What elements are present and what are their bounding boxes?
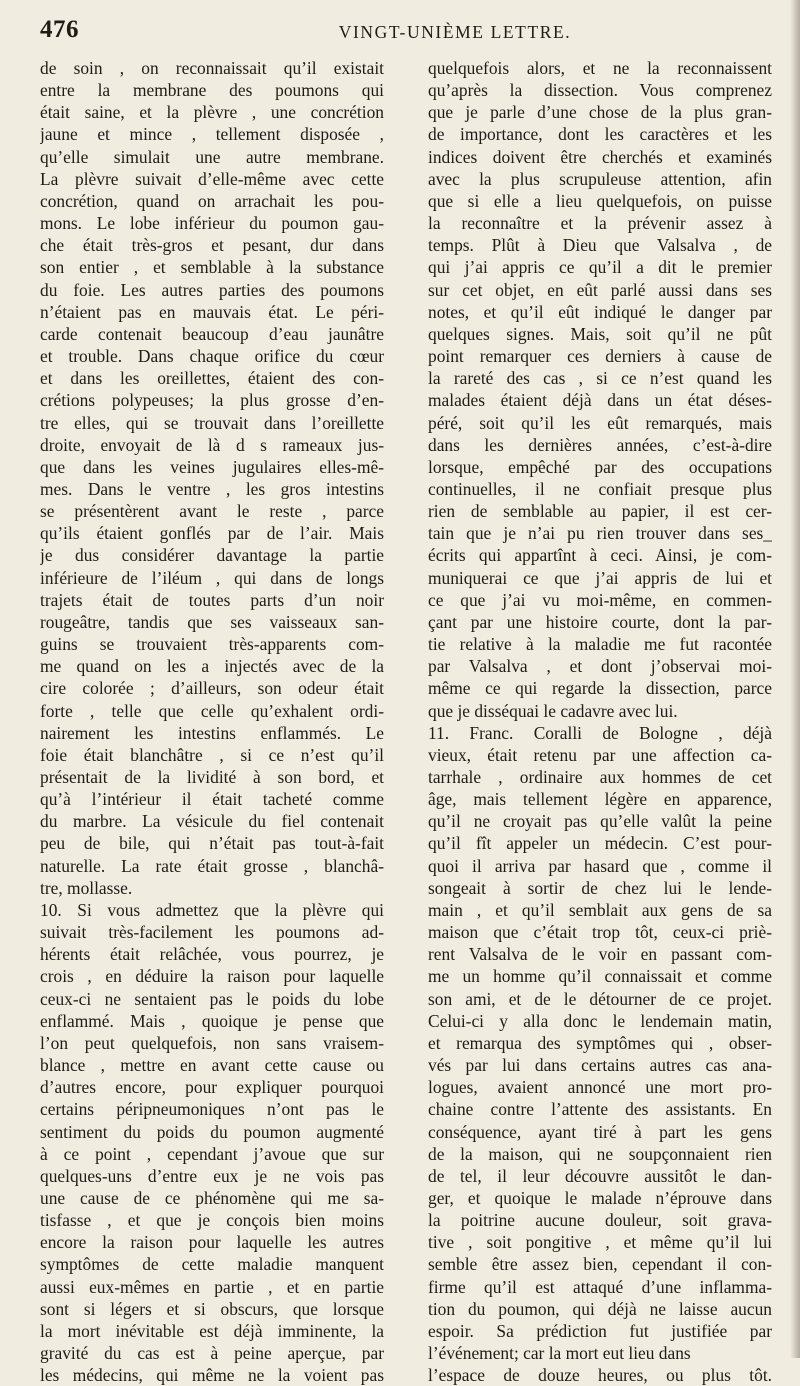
text-line: encore la raison pour laquelle les autres [40,1232,384,1253]
text-line: jaune et mince , tellement disposée , [40,124,384,145]
text-line: que dans les veines jugulaires elles-mê- [40,456,384,477]
text-line: temps. Plût à Dieu que Valsalva , de [428,235,772,256]
text-line: crois , en déduire la raison pour laquelle [40,966,384,987]
page-edge-shadow [790,0,800,1358]
text-line: tarrhale , ordinaire aux hommes de cet [428,767,772,787]
text-line: entre la membrane des poumons qui [40,80,384,101]
text-line: qu’ils étaient gonflés par de l’air. Mais [40,523,384,544]
text-line: peu de bile, qui n’était pas tout-à-fait [40,833,384,854]
text-line: la poitrine aucune douleur, soit grava- [428,1210,772,1231]
text-line: me un homme qu’il connaissait et comme [428,966,772,987]
text-line: trajets était de toutes parts d’un noir [40,589,384,610]
text-line: nairement les intestins enflammés. Le [40,722,384,743]
text-line: à ce point , cependant j’avoue que sur [40,1143,384,1164]
text-line: de tel, il leur découvre aussitôt le dan- [428,1165,772,1186]
text-line: notes, et qu’il eût indiqué le danger par [428,301,772,322]
text-line: lorsque, empêché par des occupations [428,456,772,477]
text-line: chaine contre l’attente des assistants. En [428,1099,772,1120]
text-line: La plèvre suivait d’elle-même avec cette [40,168,384,189]
text-line: rougeâtre, tandis que ses vaisseaux san- [40,611,384,632]
left-text-column [40,57,384,1386]
text-line: che était très-gros et pesant, dur dans [40,235,384,256]
text-line: tion du poumon, qui déjà ne laisse aucun [428,1298,772,1319]
text-line: qu’il fît appeler un médecin. C’est pour- [428,833,772,854]
text-line: tre elles, qui se trouvait dans l’oreillette [40,412,384,433]
text-line: rent Valsalva de le voir en passant com- [428,944,772,965]
text-line: avec la plus scrupuleuse attention, afin [428,168,772,189]
text-line: tisfasse , et que je conçois bien moins [40,1210,384,1231]
page-header [40,14,780,50]
text-line: certains péripneumoniques n’ont pas le [40,1099,384,1120]
text-line: naturelle. La rate était grosse , blanchâ- [40,855,384,876]
text-line: se présentèrent avant le reste , parce [40,501,384,522]
text-line: muniquerai ce que j’ai appris de lui et [428,567,772,588]
text-line: crétions polypeuses; la plus grosse d’en- [40,390,384,411]
text-line: quelquefois alors, et ne la reconnaissent [428,58,772,78]
text-line: présentait de la lividité à son bord, et [40,767,384,787]
text-line: firme qu’il est attaqué d’une inflamma- [428,1276,772,1297]
text-line: du marbre. La vésicule du fiel contenait [40,811,384,832]
text-line: de la maison, qui ne soupçonnaient rien [428,1143,772,1164]
right-text-column [428,57,772,1386]
text-line: inférieure de l’iléum , qui dans de longs [40,567,384,588]
text-line: que je parle d’une chose de la plus gran- [428,102,772,123]
text-line: quelques signes. Mais, soit qu’il ne pût [428,323,772,344]
text-line: tain que je n’ai pu rien trouver dans ses_ [428,523,772,544]
text-line: gravité du cas est à peine aperçue, par [40,1343,384,1364]
text-line: quelques-uns d’entre eux je ne vois pas [40,1165,384,1186]
text-line: qu’à l’intérieur il était tacheté comme [40,789,384,810]
text-line: son ami, et de le détourner de ce projet. [428,988,772,1009]
text-line: que je disséquai le cadavre avec lui. [428,700,678,721]
text-line: l’événement; car la mort eut lieu dans [428,1343,691,1364]
text-line: son entier , et semblable à la substance [40,257,384,278]
text-line: la mort inévitable est déjà imminente, la [40,1320,384,1341]
text-line: du foie. Les autres parties des poumons [40,279,384,300]
text-line: foie était blanchâtre , si ce n’est qu’il [40,744,384,765]
text-line: ceux-ci ne sentaient pas le poids du lobe [40,988,384,1009]
text-line: malades étaient déjà dans un état déses- [428,390,772,411]
text-line: et trouble. Dans chaque orifice du cœur [40,346,384,367]
text-line: çant par une histoire courte, dont la par- [428,611,772,632]
text-line: rien de semblable au papier, il est cer- [428,501,772,522]
text-line: sentiment du poids du poumon augmenté [40,1121,384,1142]
text-line: âge, mais tellement légère en apparence, [428,789,772,810]
text-line: était saine, et la plèvre , une concrétion [40,102,384,123]
text-line: symptômes de cette maladie manquent [40,1254,384,1275]
text-line: continuelles, il ne confiait presque plus [428,478,772,499]
text-line: suivait très-facilement les poumons ad- [40,922,384,943]
text-line: semble être assez bien, cependant il con- [428,1254,772,1275]
page-number: 476 [40,16,79,43]
text-line: cire colorée ; d’ailleurs, son odeur était [40,678,384,699]
text-line: main , et qu’il semblait aux gens de sa [428,899,772,920]
text-line: guins se trouvaient très-apparents com- [40,634,384,655]
text-line: carde contenait beaucoup d’eau jaunâtre [40,323,384,344]
text-line: dans les dernières années, c’est-à-dire [428,434,772,455]
text-line: songeait à sortir de chez lui le lende- [428,877,772,898]
text-line: logues, avaient annoncé une mort pro- [428,1077,772,1098]
text-line: et dans les oreillettes, étaient des con- [40,368,384,389]
text-line: vieux, était retenu par une affection ca- [428,744,772,765]
text-line: Celui-ci y alla donc le lendemain matin, [428,1010,772,1031]
text-line: de importance, dont les caractères et les [428,124,772,145]
text-line: la rareté des cas , si ce n’est quand les [428,368,772,389]
text-line: péré, soit qu’il les eût remarqués, mais [428,412,772,433]
text-line: la reconnaître et la prévenir assez à [428,213,772,234]
text-line: une cause de ce phénomène qui me sa- [40,1187,384,1208]
text-line: quoi il arriva par hasard que , comme il [428,855,772,876]
text-line: maison que c’était trop tôt, ceux-ci priè- [428,922,772,943]
text-line: mons. Le lobe inférieur du poumon gau- [40,213,384,234]
text-line: tive , soit pongitive , et même qu’il lui [428,1232,772,1253]
text-line: mes. Dans le ventre , les gros intestins [40,478,384,499]
text-line: l’espace de douze heures, ou plus tôt. [428,1365,772,1386]
text-line: ger, et quoique le malade n’éprouve dans [428,1187,772,1208]
text-line: forte , telle que celle qu’exhalent ordi- [40,700,384,721]
text-line: sur cet objet, en eût parlé aussi dans ses [428,279,772,300]
text-line: 10. Si vous admettez que la plèvre qui [40,899,384,920]
text-line: d’autres encore, pour expliquer pourquoi [40,1077,384,1098]
text-line: qu’elle simulait une autre membrane. [40,146,384,167]
text-line: qu’il ne croyait pas qu’elle valût la peine [428,811,772,832]
text-line: l’on peut quelquefois, non sans vraisem- [40,1032,384,1053]
text-line: de soin , on reconnaissait qu’il existait [40,58,384,78]
text-line: même ce qui regarde la dissection, parce [428,678,772,699]
text-line: par Valsalva , et dont j’observai moi- [428,656,772,677]
text-line: et remarqua des symptômes qui , obser- [428,1032,772,1053]
text-line: les médecins, qui même ne la voient pas [40,1365,384,1386]
text-line: conséquence, ayant tiré à part les gens [428,1121,772,1142]
text-line: espoir. Sa prédiction fut justifiée par [428,1320,772,1341]
text-line: me quand on les a injectés avec de la [40,656,384,677]
text-line: indices doivent être cherchés et examinés [428,146,772,167]
text-line: que si elle a lieu quelquefois, on puisse [428,190,772,211]
text-line: enflammé. Mais , quoique je pense que [40,1010,384,1031]
text-line: tie relative à la maladie me fut racontée [428,634,772,655]
text-line: aussi eux-mêmes en partie , et en partie [40,1276,384,1297]
text-line: concrétion, quand on arrachait les pou- [40,190,384,211]
text-line: sont si légers et si obscurs, que lorsque [40,1298,384,1319]
text-line: ce que j’ai vu moi-même, en commen- [428,589,772,610]
text-line: blance , mettre en avant cette cause ou [40,1055,384,1076]
text-line: droite, envoyait de là d s rameaux jus- [40,434,384,455]
running-title: VINGT-UNIÈME LETTRE. [338,22,572,42]
text-line: vés par lui dans certains autres cas ana- [428,1055,772,1076]
text-line: point remarquer ces derniers à cause de [428,346,772,367]
text-line: qu’après la dissection. Vous comprenez [428,80,772,101]
text-line: qui j’ai appris ce qu’il a dit le premier [428,257,772,278]
text-line: tre, mollasse. [40,877,133,898]
text-line: n’étaient pas en mauvais état. Le péri- [40,301,384,322]
text-line: 11. Franc. Coralli de Bologne , déjà [428,722,772,743]
text-line: hérents était relâchée, vous pourrez, je [40,944,384,965]
text-line: écrits qui appartînt à ceci. Ainsi, je com- [428,545,772,566]
text-line: je dus considérer davantage la partie [40,545,384,566]
